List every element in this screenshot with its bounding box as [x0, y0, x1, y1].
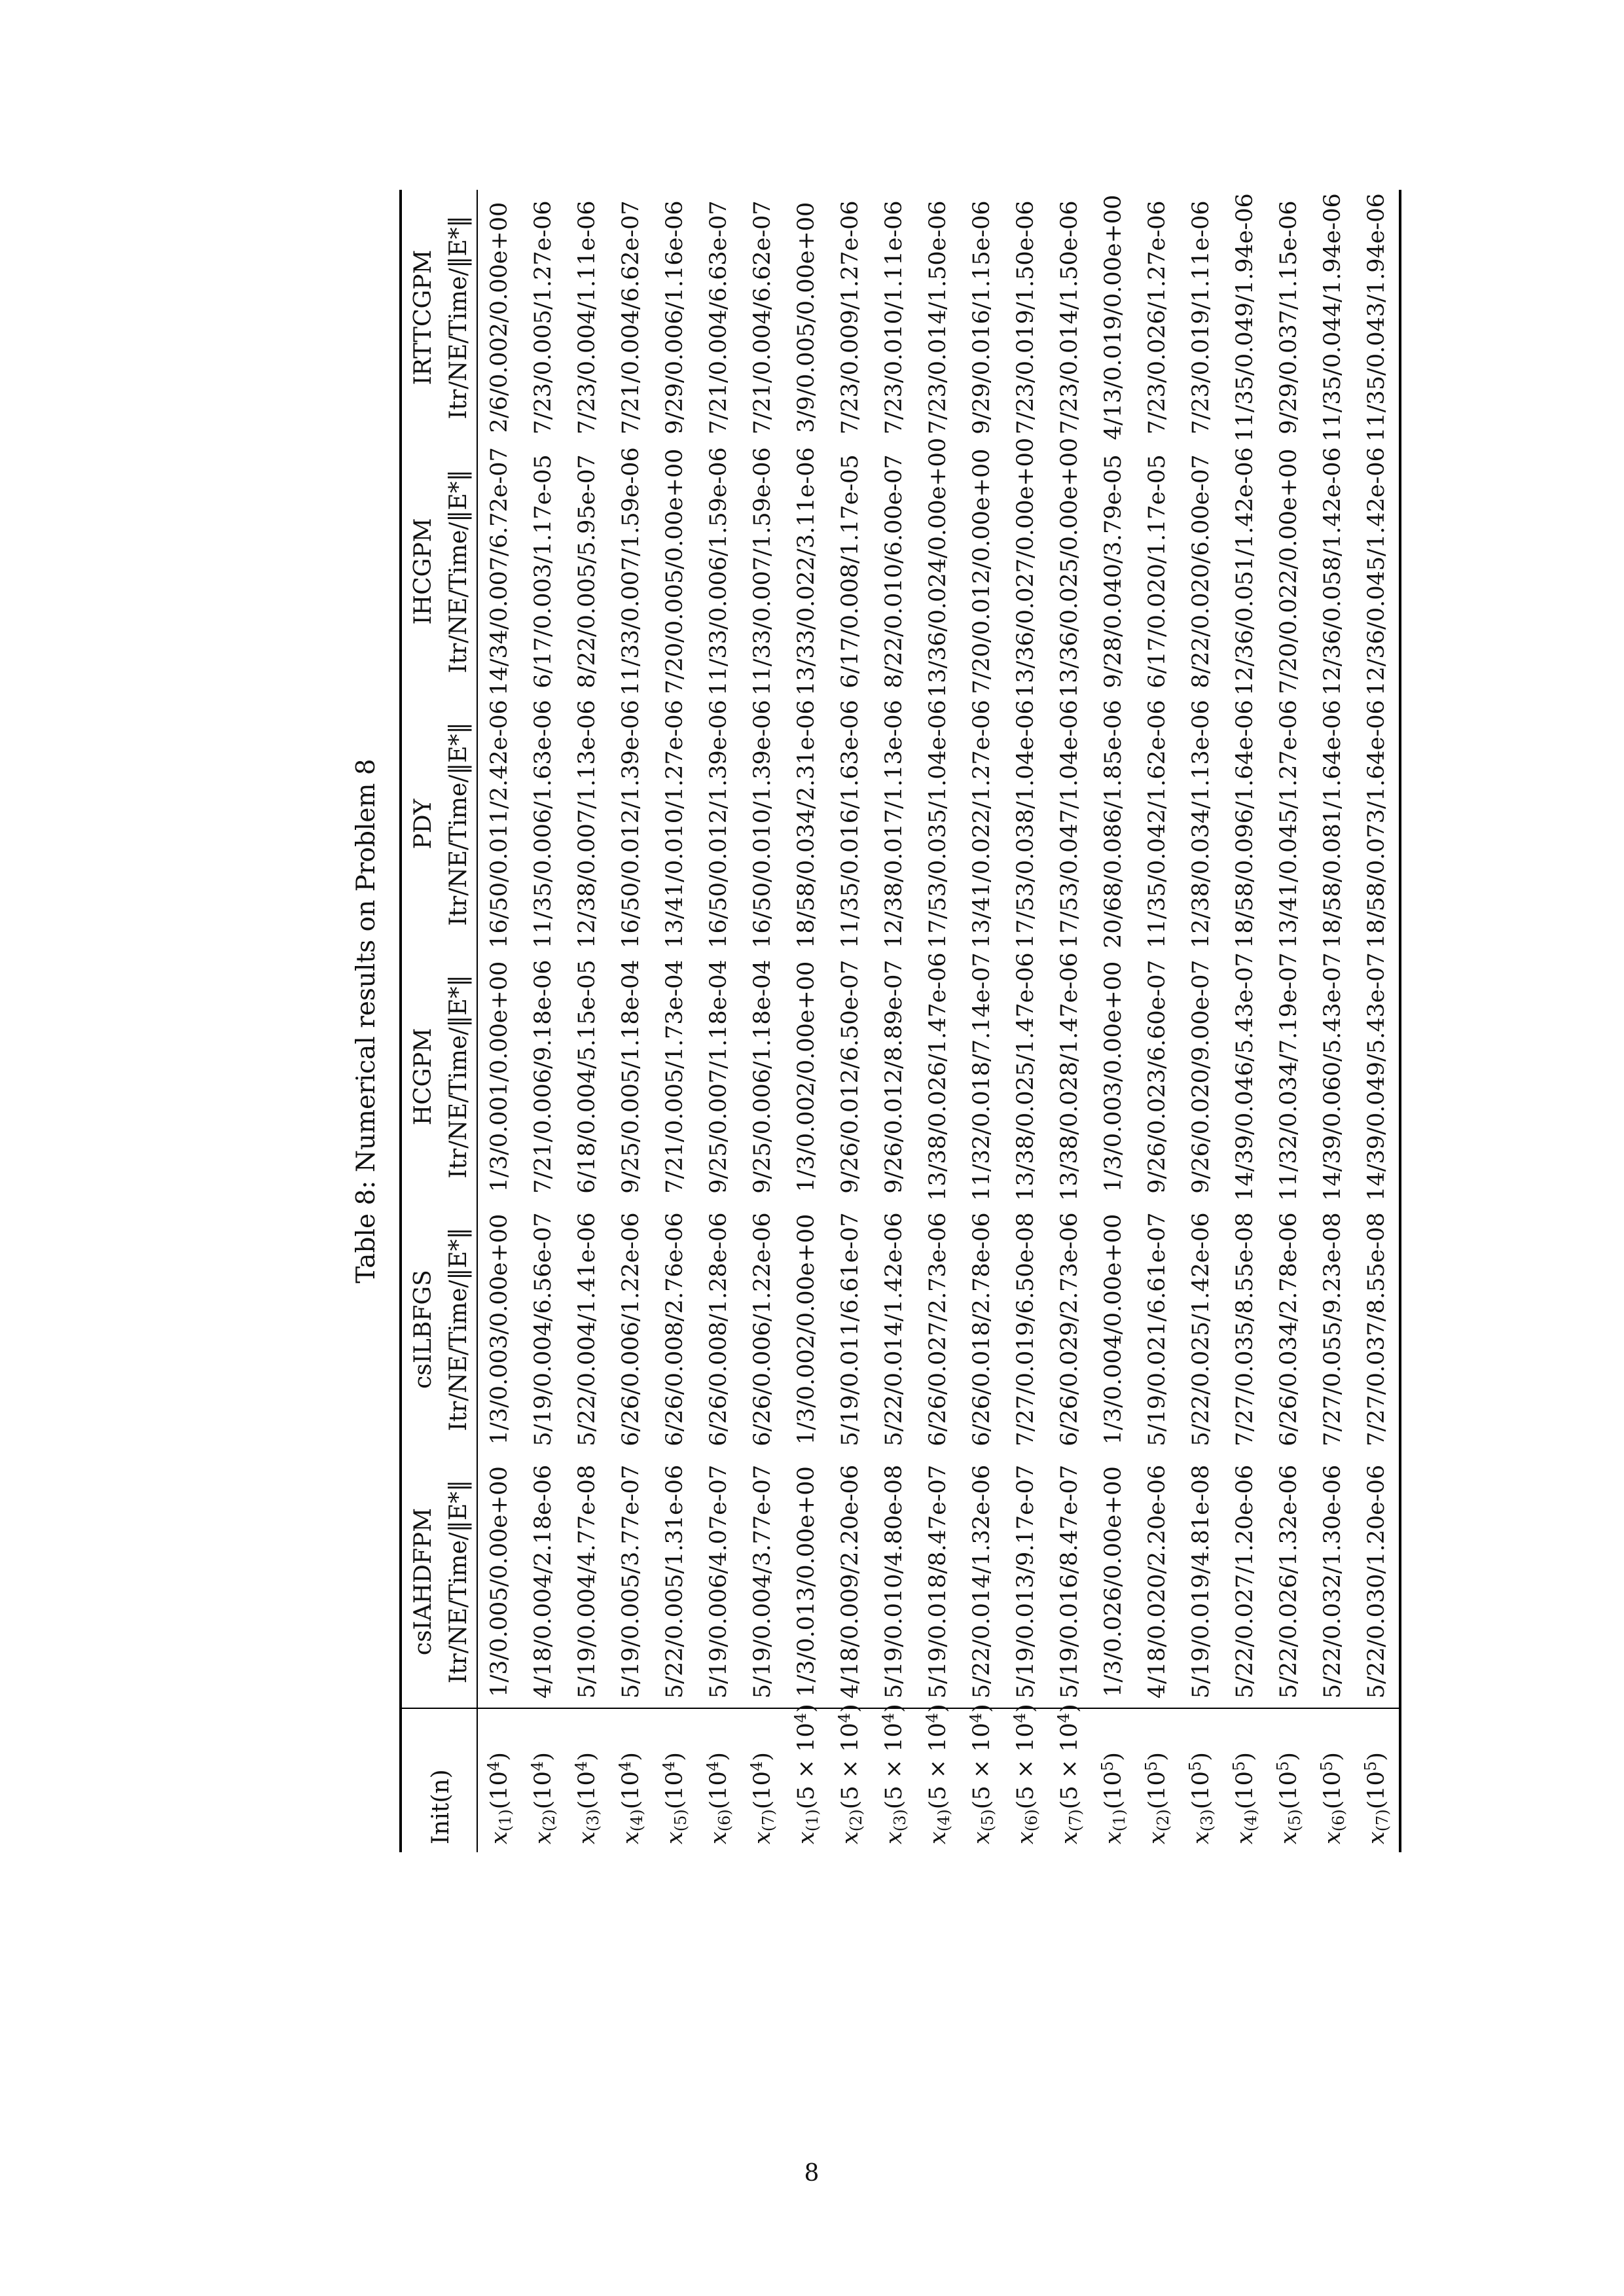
table-row: [566, 190, 609, 1852]
init-cell: [653, 1708, 697, 1852]
init-variable: x: [925, 1831, 951, 1844]
init-exponent: 5: [1230, 1761, 1248, 1772]
init-size: (10: [706, 1771, 732, 1810]
init-variable: x: [486, 1831, 513, 1844]
init-index: (2): [1154, 1809, 1172, 1832]
init-close: ): [574, 1752, 600, 1761]
result-cell: 1/3/0.026/0.00e+00: [1100, 1466, 1127, 1697]
init-size: (5 × 10: [969, 1723, 995, 1810]
init-exponent: 4: [484, 1761, 503, 1772]
init-cell: [1180, 1708, 1223, 1852]
init-index: (4): [1242, 1809, 1260, 1832]
result-cell: 8/22/0.005/5.95e-07: [574, 454, 600, 689]
result-cell: 12/36/0.058/1.42e-06: [1320, 447, 1346, 696]
result-cell: 13/38/0.028/1.47e-06: [1056, 952, 1083, 1201]
result-cell: 17/53/0.038/1.04e-06: [1013, 700, 1039, 948]
result-cell: 1/3/0.005/0.00e+00: [477, 1456, 522, 1708]
init-variable: x: [749, 1831, 776, 1844]
result-cell: 13/38/0.025/1.47e-06: [1013, 952, 1039, 1201]
init-index: (6): [715, 1809, 734, 1832]
result-cell: 9/25/0.005/1.18e-04: [618, 960, 644, 1194]
init-exponent: 5: [1098, 1761, 1117, 1772]
metric-header: Itr/NE/Time/‖E*‖: [445, 722, 472, 926]
init-cell: [960, 1704, 1004, 1852]
init-close: ): [1232, 1752, 1258, 1761]
init-cell: [1004, 1704, 1048, 1852]
init-cell: [1092, 1708, 1136, 1852]
result-cell: 4/18/0.020/2.20e-06: [1144, 1464, 1170, 1699]
init-size: (5 × 10: [1013, 1723, 1039, 1810]
result-cell: 5/19/0.004/6.56e-07: [530, 1212, 556, 1446]
result-cell: 18/58/0.081/1.64e-06: [1320, 700, 1346, 948]
result-cell: 6/17/0.020/1.17e-05: [1144, 454, 1170, 689]
result-cell: 5/19/0.019/4.81e-08: [1188, 1464, 1214, 1699]
init-index: (3): [584, 1809, 602, 1832]
init-size: (10: [486, 1771, 513, 1810]
table-row: [609, 190, 653, 1852]
result-cell: 12/36/0.051/1.42e-06: [1232, 447, 1258, 696]
result-cell: 12/38/0.007/1.13e-06: [574, 700, 600, 948]
init-size: (10: [662, 1771, 688, 1810]
init-exponent: 5: [1274, 1761, 1292, 1772]
init-close: ): [749, 1752, 776, 1761]
result-cell: 4/18/0.009/2.20e-06: [837, 1464, 863, 1699]
init-index: (7): [759, 1809, 778, 1832]
metric-header: Itr/NE/Time/‖E*‖: [445, 1227, 472, 1431]
result-cell: 4/13/0.019/0.00e+00: [1100, 194, 1127, 440]
result-cell: 5/19/0.018/8.47e-07: [925, 1464, 951, 1699]
table-body: [477, 190, 1400, 1852]
result-cell: 13/36/0.025/0.00e+00: [1056, 437, 1083, 698]
result-cell: 6/26/0.008/2.76e-06: [662, 1212, 688, 1446]
init-variable: x: [1056, 1831, 1083, 1844]
table-row: [697, 190, 741, 1852]
result-cell: 14/39/0.046/5.43e-07: [1232, 952, 1258, 1201]
init-variable: x: [837, 1831, 863, 1844]
table-caption: Table 8: Numerical results on Problem 8: [352, 759, 381, 1283]
init-cell: [1136, 1708, 1180, 1852]
init-size: (5 × 10: [793, 1723, 820, 1810]
init-index: (5): [672, 1809, 690, 1832]
result-cell: 5/19/0.006/4.07e-07: [706, 1464, 732, 1699]
init-index: (7): [1373, 1809, 1392, 1832]
result-cell: 1/3/0.003/0.00e+00: [1100, 961, 1127, 1193]
result-cell: 13/41/0.010/1.27e-06: [662, 700, 688, 948]
result-cell: 7/21/0.004/6.62e-07: [749, 200, 776, 435]
page-number: 8: [804, 2160, 820, 2187]
result-cell: 6/26/0.006/1.22e-06: [749, 1212, 776, 1446]
init-size: (10: [1320, 1771, 1346, 1810]
result-cell: 7/23/0.026/1.27e-06: [1144, 200, 1170, 435]
result-cell: 5/19/0.004/3.77e-07: [749, 1464, 776, 1699]
table-row: [1004, 190, 1048, 1852]
result-cell: 6/26/0.006/1.22e-06: [618, 1212, 644, 1446]
init-cell: [522, 1708, 566, 1852]
result-cell: 11/35/0.049/1.94e-06: [1232, 193, 1258, 442]
result-cell: 7/20/0.022/0.00e+00: [1276, 448, 1302, 694]
init-close: ): [925, 1704, 951, 1713]
init-cell: [697, 1708, 741, 1852]
table-row: [1092, 190, 1136, 1852]
init-variable: x: [618, 1831, 644, 1844]
init-variable: x: [1276, 1831, 1302, 1844]
init-close: ): [662, 1752, 688, 1761]
init-close: ): [1056, 1704, 1083, 1713]
result-cell: 11/35/0.042/1.62e-06: [1144, 700, 1170, 948]
init-exponent: 4: [1055, 1712, 1073, 1723]
table-row: [1223, 190, 1267, 1852]
result-cell: 11/35/0.006/1.63e-06: [530, 700, 556, 948]
result-cell: 5/22/0.032/1.30e-06: [1320, 1464, 1346, 1699]
init-variable: x: [1013, 1831, 1039, 1844]
init-variable: x: [1144, 1831, 1170, 1844]
init-cell: [916, 1704, 960, 1852]
init-index: (3): [891, 1809, 909, 1832]
result-cell: 5/22/0.004/1.41e-06: [574, 1212, 600, 1446]
result-cell: 17/53/0.047/1.04e-06: [1056, 700, 1083, 948]
result-cell: 20/68/0.086/1.85e-06: [1100, 700, 1127, 948]
init-size: (10: [1100, 1771, 1127, 1810]
result-cell: 6/26/0.018/2.78e-06: [969, 1212, 995, 1446]
result-cell: 9/26/0.012/6.50e-07: [837, 960, 863, 1194]
table-row: [1355, 190, 1400, 1852]
init-close: ): [793, 1704, 820, 1713]
result-cell: 7/21/0.006/9.18e-06: [530, 960, 556, 1194]
method-header-row: [401, 190, 441, 1852]
init-variable: x: [662, 1831, 688, 1844]
result-cell: 7/20/0.012/0.00e+00: [969, 448, 995, 694]
init-index: (4): [935, 1809, 953, 1832]
result-cell: 12/36/0.045/1.42e-06: [1355, 445, 1400, 698]
result-cell: 11/32/0.034/7.19e-07: [1276, 952, 1302, 1201]
init-index: (4): [628, 1809, 646, 1832]
init-cell: [1267, 1708, 1311, 1852]
init-variable: x: [574, 1831, 600, 1844]
init-variable: x: [1363, 1831, 1390, 1844]
result-cell: 7/23/0.019/1.11e-06: [1188, 200, 1214, 435]
metric-header-row: [441, 190, 477, 1852]
result-cell: 5/22/0.025/1.42e-06: [1188, 1212, 1214, 1446]
method-header: PDY: [401, 698, 441, 950]
init-exponent: 4: [791, 1712, 810, 1723]
init-size: (10: [1188, 1771, 1214, 1810]
result-cell: 1/3/0.003/0.00e+00: [477, 1203, 522, 1456]
result-cell: 16/50/0.010/1.39e-06: [749, 700, 776, 948]
init-variable: x: [969, 1831, 995, 1844]
result-cell: 16/50/0.011/2.42e-06: [477, 698, 522, 950]
init-variable: x: [793, 1831, 820, 1844]
init-size: (5 × 10: [881, 1723, 907, 1810]
result-cell: 5/22/0.027/1.20e-06: [1232, 1464, 1258, 1699]
metric-header: Itr/NE/Time/‖E*‖: [445, 469, 472, 673]
table-row: [741, 190, 785, 1852]
init-exponent: 4: [748, 1761, 766, 1772]
result-cell: 2/6/0.002/0.00e+00: [477, 190, 522, 445]
result-cell: 5/19/0.021/6.61e-07: [1144, 1212, 1170, 1446]
init-close: ): [1363, 1752, 1390, 1761]
result-cell: 5/19/0.016/8.47e-07: [1056, 1464, 1083, 1699]
result-cell: 5/19/0.011/6.61e-07: [837, 1212, 863, 1446]
init-cell: [785, 1704, 829, 1852]
result-cell: 11/35/0.044/1.94e-06: [1320, 193, 1346, 442]
init-exponent: 5: [1186, 1761, 1204, 1772]
init-exponent: 4: [1011, 1712, 1029, 1723]
result-cell: 13/41/0.045/1.27e-06: [1276, 700, 1302, 948]
method-header: csIAHDFPM: [401, 1456, 441, 1708]
init-variable: x: [1320, 1831, 1346, 1844]
result-cell: 3/9/0.005/0.00e+00: [793, 202, 820, 433]
table-row: [1267, 190, 1311, 1852]
init-variable: x: [1188, 1831, 1214, 1844]
metric-header: Itr/NE/Time/‖E*‖: [445, 1479, 472, 1684]
result-cell: 6/26/0.008/1.28e-06: [706, 1212, 732, 1446]
init-index: (3): [1198, 1809, 1216, 1832]
init-close: ): [1188, 1752, 1214, 1761]
init-exponent: 4: [616, 1761, 634, 1772]
init-variable: x: [530, 1831, 556, 1844]
result-cell: 5/19/0.013/9.17e-07: [1013, 1464, 1039, 1699]
table-row: [477, 190, 522, 1852]
init-size: (10: [1276, 1771, 1302, 1810]
result-cell: 8/22/0.020/6.00e-07: [1188, 454, 1214, 689]
init-size: (10: [618, 1771, 644, 1810]
table-row: [960, 190, 1004, 1852]
result-cell: 9/28/0.040/3.79e-05: [1100, 454, 1127, 689]
method-header: csILBFGS: [401, 1203, 441, 1456]
result-cell: 6/26/0.034/2.78e-06: [1276, 1212, 1302, 1446]
init-index: (2): [540, 1809, 558, 1832]
result-cell: 11/32/0.018/7.14e-07: [969, 952, 995, 1201]
result-cell: 9/25/0.006/1.18e-04: [749, 960, 776, 1194]
result-cell: 9/29/0.037/1.15e-06: [1276, 200, 1302, 435]
init-variable: x: [706, 1831, 732, 1844]
result-cell: 7/20/0.005/0.00e+00: [662, 448, 688, 694]
init-cell: [1355, 1708, 1400, 1852]
result-cell: 7/21/0.005/1.73e-04: [662, 960, 688, 1194]
init-size: (10: [1144, 1771, 1170, 1810]
result-cell: 11/33/0.007/1.59e-06: [618, 447, 644, 696]
table-row: [1048, 190, 1092, 1852]
init-variable: x: [1100, 1831, 1127, 1844]
init-exponent: 5: [1142, 1761, 1161, 1772]
table-row: [653, 190, 697, 1852]
init-index: (5): [979, 1809, 997, 1832]
result-cell: 5/22/0.030/1.20e-06: [1355, 1456, 1400, 1708]
result-cell: 4/18/0.004/2.18e-06: [530, 1464, 556, 1699]
result-cell: 7/23/0.004/1.11e-06: [574, 200, 600, 435]
init-close: ): [969, 1704, 995, 1713]
init-exponent: 5: [1362, 1761, 1380, 1772]
init-exponent: 4: [660, 1761, 678, 1772]
result-cell: 7/27/0.019/6.50e-08: [1013, 1212, 1039, 1446]
init-cell: [477, 1708, 522, 1852]
result-cell: 5/22/0.026/1.32e-06: [1276, 1464, 1302, 1699]
result-cell: 5/19/0.004/4.77e-08: [574, 1464, 600, 1699]
result-cell: 1/3/0.001/0.00e+00: [477, 950, 522, 1203]
result-cell: 9/25/0.007/1.18e-04: [706, 960, 732, 1194]
method-header: IRTTCGPM: [401, 190, 441, 445]
table-row: [785, 190, 829, 1852]
init-close: ): [618, 1752, 644, 1761]
init-close: ): [1276, 1752, 1302, 1761]
result-cell: 14/34/0.007/6.72e-07: [477, 445, 522, 698]
init-size: (10: [1363, 1771, 1390, 1810]
result-cell: 18/58/0.096/1.64e-06: [1232, 700, 1258, 948]
init-index: (1): [803, 1809, 821, 1832]
result-cell: 6/18/0.004/5.15e-05: [574, 960, 600, 1194]
init-index: (7): [1066, 1809, 1085, 1832]
result-cell: 6/17/0.003/1.17e-05: [530, 454, 556, 689]
init-exponent: 4: [572, 1761, 590, 1772]
table-row: [829, 190, 873, 1852]
result-cell: 11/35/0.043/1.94e-06: [1355, 190, 1400, 445]
method-header: HCGPM: [401, 950, 441, 1203]
init-exponent: 4: [923, 1712, 941, 1723]
init-size: (10: [749, 1771, 776, 1810]
result-cell: 7/27/0.035/8.55e-08: [1232, 1212, 1258, 1446]
init-cell: [1311, 1708, 1355, 1852]
result-cell: 18/58/0.073/1.64e-06: [1355, 698, 1400, 950]
init-close: ): [1144, 1752, 1170, 1761]
table-row: [1180, 190, 1223, 1852]
result-cell: 6/26/0.027/2.73e-06: [925, 1212, 951, 1446]
result-cell: 7/21/0.004/6.63e-07: [706, 200, 732, 435]
init-cell: [873, 1704, 916, 1852]
result-cell: 5/22/0.005/1.31e-06: [662, 1464, 688, 1699]
init-index: (6): [1022, 1809, 1041, 1832]
result-cell: 1/3/0.013/0.00e+00: [793, 1466, 820, 1697]
result-cell: 7/21/0.004/6.62e-07: [618, 200, 644, 435]
init-close: ): [486, 1752, 513, 1761]
table-row: [873, 190, 916, 1852]
result-cell: 5/19/0.005/3.77e-07: [618, 1464, 644, 1699]
init-close: ): [881, 1704, 907, 1713]
result-cell: 13/41/0.022/1.27e-06: [969, 700, 995, 948]
init-exponent: 4: [528, 1761, 547, 1772]
table-row: [1136, 190, 1180, 1852]
result-cell: 13/36/0.024/0.00e+00: [925, 437, 951, 698]
result-cell: 1/3/0.004/0.00e+00: [1100, 1213, 1127, 1445]
init-exponent: 4: [879, 1712, 897, 1723]
result-cell: 18/58/0.034/2.31e-06: [793, 700, 820, 948]
init-close: ): [706, 1752, 732, 1761]
init-variable: x: [1232, 1831, 1258, 1844]
init-cell: [566, 1708, 609, 1852]
result-cell: 9/29/0.016/1.15e-06: [969, 200, 995, 435]
init-close: ): [530, 1752, 556, 1761]
result-cell: 14/39/0.049/5.43e-07: [1355, 950, 1400, 1203]
result-cell: 7/23/0.014/1.50e-06: [1056, 200, 1083, 435]
init-cell: [829, 1704, 873, 1852]
result-cell: 9/29/0.006/1.16e-06: [662, 200, 688, 435]
result-cell: 12/38/0.034/1.13e-06: [1188, 700, 1214, 948]
result-cell: 16/50/0.012/1.39e-06: [618, 700, 644, 948]
result-cell: 11/35/0.016/1.63e-06: [837, 700, 863, 948]
result-cell: 14/39/0.060/5.43e-07: [1320, 952, 1346, 1201]
init-index: (1): [1110, 1809, 1128, 1832]
table-wrapper: [399, 190, 1401, 1852]
result-cell: 9/26/0.023/6.60e-07: [1144, 960, 1170, 1194]
init-exponent: 5: [1318, 1761, 1336, 1772]
table-row: [522, 190, 566, 1852]
init-size: (10: [574, 1771, 600, 1810]
init-cell: [741, 1708, 785, 1852]
init-close: ): [1100, 1752, 1127, 1761]
init-close: ): [837, 1704, 863, 1713]
init-cell: [609, 1708, 653, 1852]
result-cell: 7/27/0.037/8.55e-08: [1355, 1203, 1400, 1456]
result-cell: 13/36/0.027/0.00e+00: [1013, 437, 1039, 698]
metric-header: Itr/NE/Time/‖E*‖: [445, 215, 472, 420]
method-header: IHCGPM: [401, 445, 441, 698]
metric-header: Itr/NE/Time/‖E*‖: [445, 975, 472, 1179]
result-cell: 5/22/0.014/1.32e-06: [969, 1464, 995, 1699]
init-size: (10: [1232, 1771, 1258, 1810]
result-cell: 16/50/0.012/1.39e-06: [706, 700, 732, 948]
init-close: ): [1013, 1704, 1039, 1713]
result-cell: 9/26/0.020/9.00e-07: [1188, 960, 1214, 1194]
init-variable: x: [881, 1831, 907, 1844]
init-exponent: 4: [704, 1761, 722, 1772]
result-cell: 13/33/0.022/3.11e-06: [793, 447, 820, 696]
init-exponent: 4: [967, 1712, 985, 1723]
init-index: (6): [1329, 1809, 1348, 1832]
table-row: [1311, 190, 1355, 1852]
init-close: ): [1320, 1752, 1346, 1761]
result-cell: 6/26/0.029/2.73e-06: [1056, 1212, 1083, 1446]
result-cell: 7/23/0.010/1.11e-06: [881, 200, 907, 435]
result-cell: 7/23/0.019/1.50e-06: [1013, 200, 1039, 435]
init-size: (5 × 10: [837, 1723, 863, 1810]
result-cell: 12/38/0.017/1.13e-06: [881, 700, 907, 948]
result-cell: 1/3/0.002/0.00e+00: [793, 1213, 820, 1445]
result-cell: 13/38/0.026/1.47e-06: [925, 952, 951, 1201]
result-cell: 11/33/0.006/1.59e-06: [706, 447, 732, 696]
result-cell: 6/17/0.008/1.17e-05: [837, 454, 863, 689]
result-cell: 5/22/0.014/1.42e-06: [881, 1212, 907, 1446]
result-cell: 17/53/0.035/1.04e-06: [925, 700, 951, 948]
result-cell: 9/26/0.012/8.89e-07: [881, 960, 907, 1194]
init-index: (5): [1286, 1809, 1304, 1832]
result-cell: 8/22/0.010/6.00e-07: [881, 454, 907, 689]
init-size: (5 × 10: [925, 1723, 951, 1810]
init-size: (5 × 10: [1056, 1723, 1083, 1810]
results-table: [399, 190, 1401, 1852]
result-cell: 5/19/0.010/4.80e-08: [881, 1464, 907, 1699]
init-index: (2): [847, 1809, 865, 1832]
result-cell: 11/33/0.007/1.59e-06: [749, 447, 776, 696]
init-size: (10: [530, 1771, 556, 1810]
init-index: (1): [496, 1809, 514, 1832]
init-cell: [1048, 1704, 1092, 1852]
table-row: [916, 190, 960, 1852]
result-cell: 7/23/0.014/1.50e-06: [925, 200, 951, 435]
result-cell: 7/23/0.005/1.27e-06: [530, 200, 556, 435]
result-cell: 1/3/0.002/0.00e+00: [793, 961, 820, 1193]
init-header: Init(n): [401, 1708, 477, 1852]
result-cell: 7/23/0.009/1.27e-06: [837, 200, 863, 435]
result-cell: 7/27/0.055/9.23e-08: [1320, 1212, 1346, 1446]
init-cell: [1223, 1708, 1267, 1852]
init-exponent: 4: [835, 1712, 854, 1723]
rotated-table-region: [347, 190, 1392, 1852]
